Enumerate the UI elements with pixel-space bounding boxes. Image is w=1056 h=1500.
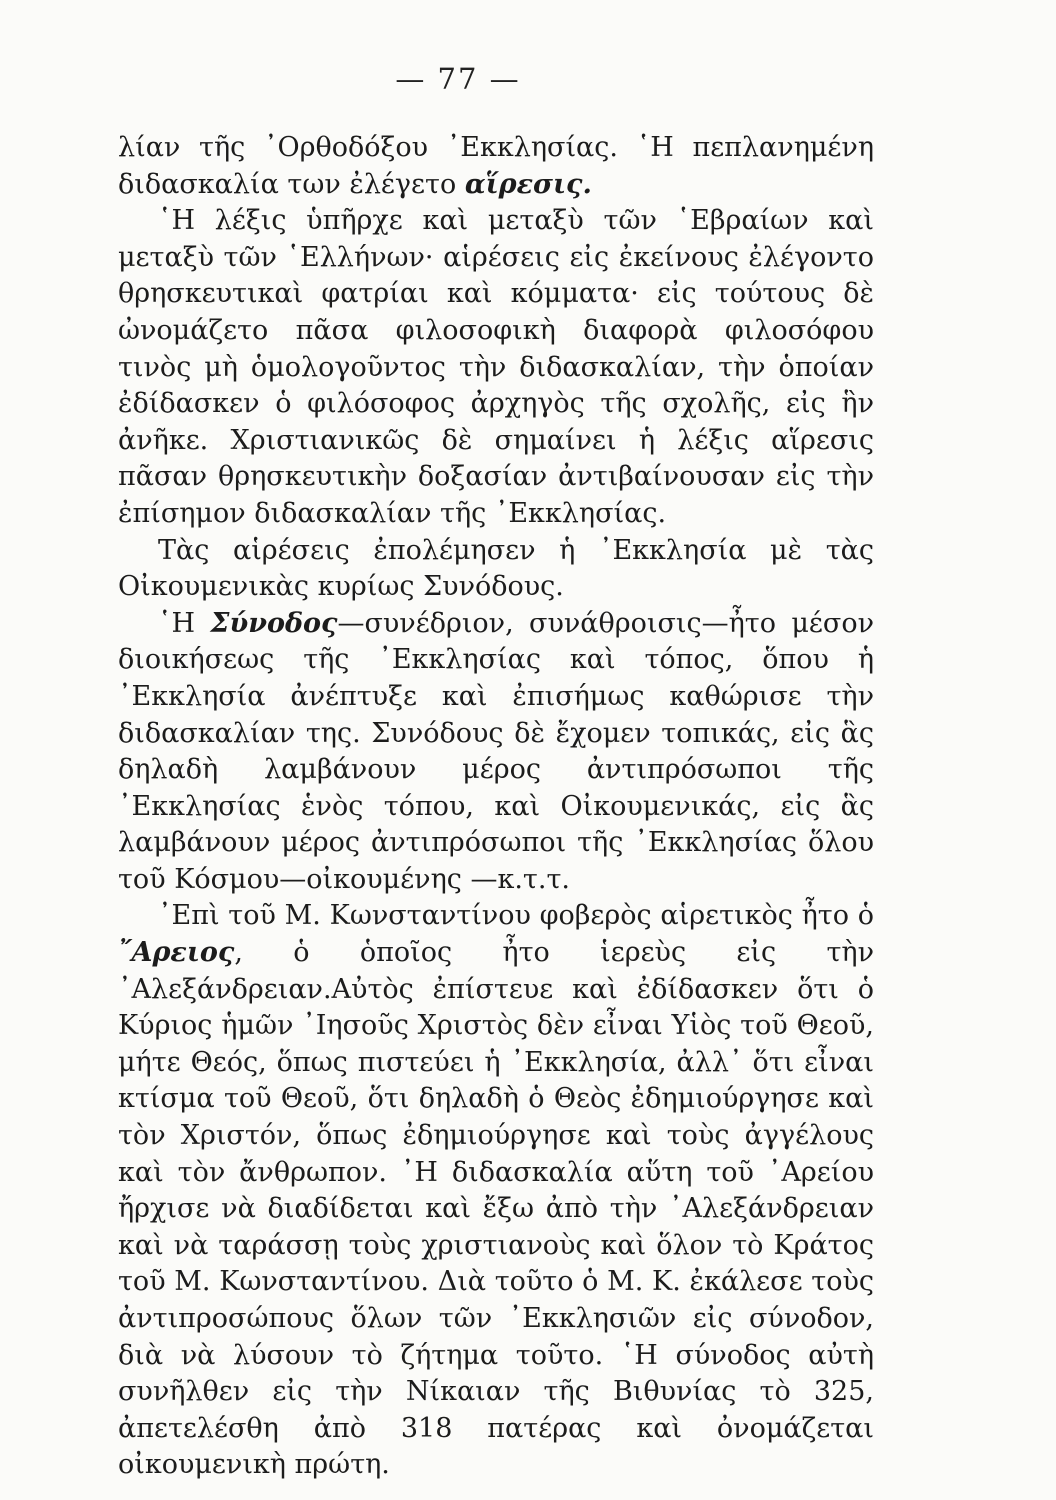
paragraph-5 <box>118 898 874 1484</box>
paragraph-3 <box>118 533 874 606</box>
text-segment: —συνέδριον, συνάθροισις—ἦτο μέσον διοικήσεως τῆς ᾿Εκκλησίας καὶ τόπος, ὅπου ἡ ᾿Εκκλησία ἀνέπτυξε καὶ ἐπισήμως καθώρισε τὴν διδασκαλίαν της. Συνόδους δὲ ἔχομεν τοπικάς, εἰς ἃς δηλαδὴ λαμβάνουν μέρος ἀντιπρόσωποι τῆς ᾿Εκκλησίας ἑνὸς τόπου, καὶ Οἰκουμενικάς, εἰς ἃς λαμβάνουν μέρος ἀντιπρόσωποι τῆς ᾿Εκκλησίας ὅλου τοῦ Κόσμου—οἰκουμένης —κ.τ.τ. <box>118 607 874 895</box>
body-text <box>118 130 874 1484</box>
text-segment: Τὰς αἱρέσεις ἐπολέμησεν ἡ ᾿Εκκλησία μὲ τὰς Οἰκουμενικὰς κυρίως Συνόδους. <box>118 534 874 603</box>
paragraph-1 <box>118 130 874 203</box>
text-segment: ῾Η λέξις ὑπῆρχε καὶ μεταξὺ τῶν ῾Εβραίων καὶ μεταξὺ τῶν ῾Ελλήνων· αἱρέσεις εἰς ἐκείνους ἐλέγοντο θρησκευτικαὶ φατρίαι καὶ κόμματα· εἰς τούτους δὲ ὠνομάζετο πᾶσα φιλοσοφικὴ διαφορὰ φιλοσόφου τινὸς μὴ ὁμολογοῦντος τὴν διδασκαλίαν, τὴν ὁποίαν ἐδίδασκεν ὁ φιλόσοφος ἀρχηγὸς τῆς σχολῆς, εἰς ἣν ἀνῆκε. Χριστιανικῶς δὲ σημαίνει ἡ λέξις αἵρεσις πᾶσαν θρησκευτικὴν δοξασίαν ἀντιβαίνουσαν εἰς τὴν ἐπίσημον διδασκαλίαν τῆς ᾿Εκκλησίας. <box>118 205 874 529</box>
text-segment: , ὁ ὁποῖος ἦτο ἱερεὺς εἰς τὴν ᾿Αλεξάνδρειαν.Αὐτὸς ἐπίστευε καὶ ἐδίδασκεν ὅτι ὁ Κύριος ἡμῶν ᾿Ιησοῦς Χριστὸς δὲν εἶναι Υἱὸς τοῦ Θεοῦ, μήτε Θεός, ὅπως πιστεύει ἡ ᾿Εκκλησία, ἀλλ᾿ ὅτι εἶναι κτίσμα τοῦ Θεοῦ, ὅτι δηλαδὴ ὁ Θεὸς ἐδημιούργησε καὶ τὸν Χριστόν, ὅπως ἐδημιούργησε καὶ τοὺς ἀγγέλους καὶ τὸν ἄνθρωπον. ᾿Η διδασκαλία αὕτη τοῦ ᾿Αρείου ἤρχισε νὰ διαδίδεται καὶ ἔξω ἀπὸ τὴν ᾿Αλεξάνδρειαν καὶ νὰ ταράσσῃ τοὺς χριστιανοὺς καὶ ὅλον τὸ Κράτος τοῦ Μ. Κωνσταντίνου. Διὰ τοῦτο ὁ Μ. Κ. ἐκάλεσε τοὺς ἀντιπροσώπους ὅλων τῶν ᾿Εκκλησιῶν εἰς σύνοδον, διὰ νὰ λύσουν τὸ ζήτημα τοῦτο. ῾Η σύνοδος αὐτὴ συνῆλθεν εἰς τὴν Νίκαιαν τῆς Βιθυνίας τὸ 325, ἀπετελέσθη ἀπὸ 318 πατέρας καὶ ὀνομάζεται οἰκουμενικὴ πρώτη. <box>118 937 874 1481</box>
paragraph-2 <box>118 203 874 532</box>
text-segment: λίαν τῆς ᾿Ορθοδόξου ᾿Εκκλησίας. ῾Η πεπλανημένη διδασκαλία των ἐλέγετο <box>118 132 874 200</box>
text-segment: ᾿Επὶ τοῦ Μ. Κωνσταντίνου φοβερὸς αἱρετικὸς ἦτο ὁ <box>158 900 874 932</box>
text-segment: ῾Η <box>158 607 211 639</box>
emphasized-term-heresy: αἵρεσις. <box>464 168 592 200</box>
emphasized-term-arius: ῎Αρειος <box>118 937 235 969</box>
paragraph-4 <box>118 606 874 899</box>
emphasized-term-synod: Σύνοδος <box>210 607 338 639</box>
page-number: — 77 — <box>395 62 521 96</box>
